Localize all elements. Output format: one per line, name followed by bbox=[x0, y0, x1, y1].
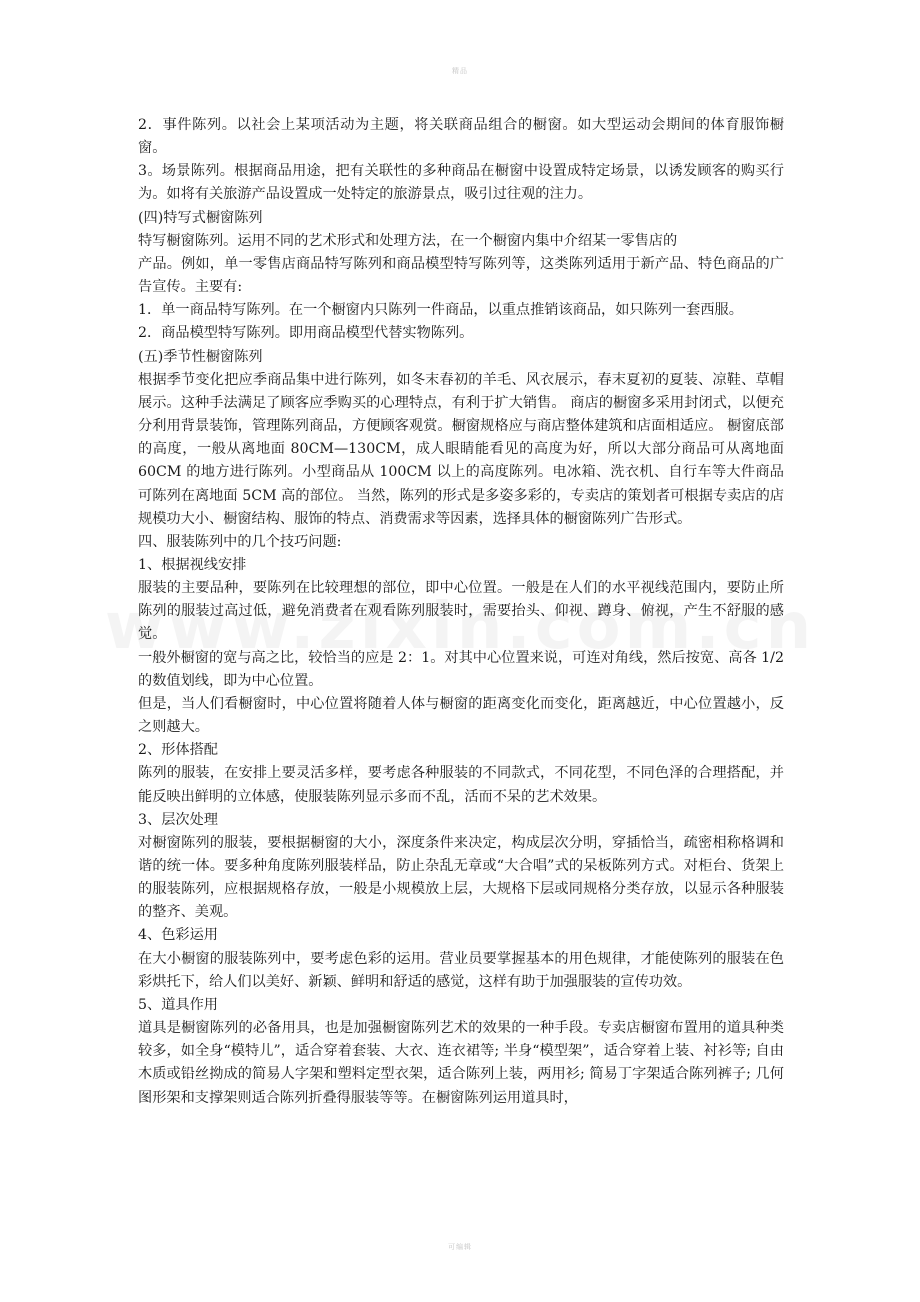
paragraph-props: 道具是橱窗陈列的必备用具，也是加强橱窗陈列艺术的效果的一种手段。专卖店橱窗布置用的道具种类较多，如全身“模特儿”，适合穿着套装、大衣、连衣裙等; 半身“模型架”，适合穿着上装、衬衫等; 自由木质或铅丝拗成的简易人字架和塑料定型衣架，适合陈列上装，两用衫; 简易丁字架适合陈列裤子; 几何图形架和支撑架则适合陈列折叠得服装等等。在橱窗陈列运用道具时， bbox=[138, 1020, 784, 1106]
paragraph-event-display: 2．事件陈列。以社会上某项活动为主题，将关联商品组合的橱窗。如大型运动会期间的体育服饰橱窗。 bbox=[138, 117, 784, 157]
page-header-mark: 精品 bbox=[452, 67, 468, 75]
heading-layering: 3、层次处理 bbox=[138, 811, 218, 828]
paragraph-shape-matching: 陈列的服装，在安排上要灵活多样，要考虑各种服装的不同款式，不同花型，不同色泽的合理搭配，并能反映出鲜明的立体感，使服装陈列显示多而不乱，活而不呆的艺术效果。 bbox=[138, 765, 784, 805]
heading-section-four: 四、服装陈列中的几个技巧问题: bbox=[138, 533, 342, 550]
paragraph-sightline-body: 服装的主要品种，要陈列在比较理想的部位，即中心位置。一般是在人们的水平视线范围内，要防止所陈列的服装过高过低，避免消费者在观看陈列服装时，需要抬头、仰视、蹲身、俯视，产生不舒服的感觉。 bbox=[138, 580, 784, 643]
paragraph-single-item: 1．单一商品特写陈列。在一个橱窗内只陈列一件商品，以重点推销该商品，如只陈列一套西服。 bbox=[138, 302, 743, 319]
document-body bbox=[138, 114, 784, 1110]
heading-color: 4、色彩运用 bbox=[138, 927, 218, 944]
heading-shape-matching: 2、形体搭配 bbox=[138, 742, 218, 759]
paragraph-scene-display: 3。场景陈列。根据商品用途，把有关联性的多种商品在橱窗中设置成特定场景，以诱发顾客的购买行为。如将有关旅游产品设置成一处特定的旅游景点，吸引过往观的注力。 bbox=[138, 163, 784, 203]
page-footer-mark: 可编辑 bbox=[448, 1243, 472, 1251]
heading-seasonal-window: (五)季节性橱窗陈列 bbox=[138, 348, 263, 365]
heading-props: 5、道具作用 bbox=[138, 996, 218, 1013]
paragraph-ratio: 一般外橱窗的宽与高之比，较恰当的应是 2：1。对其中心位置来说，可连对角线，然后按宽、高各 1/2 的数值划线，即为中心位置。 bbox=[138, 649, 784, 689]
paragraph-seasonal-body: 根据季节变化把应季商品集中进行陈列，如冬末春初的羊毛、风衣展示，春末夏初的夏装、凉鞋、草帽展示。这种手法满足了顾客应季购买的心理特点，有利于扩大销售。 商店的橱窗多采用封闭式，以便充分利用背景装饰，管理陈列商品，方便顾客观赏。橱窗规格应与商店整体建筑和店面相适应。 橱窗底部的高度，一般从离地面 80CM—130CM，成人眼睛能看见的高度为好，所以大部分商品可从离地面 60CM 的地方进行陈列。小型商品从 100CM 以上的高度陈列。电冰箱、洗衣机、自行车等大件商品可陈列在离地面 5CM 高的部位。 当然，陈列的形式是多姿多彩的，专卖店的策划者可根据专卖店的店规模功大小、橱窗结构、服饰的特点、消费需求等因素，选择具体的橱窗陈列广告形式。 bbox=[138, 371, 784, 527]
paragraph-center-shift: 但是，当人们看橱窗时，中心位置将随着人体与橱窗的距离变化而变化，距离越近，中心位置越小，反之则越大。 bbox=[138, 695, 784, 736]
heading-closeup-window: (四)特写式橱窗陈列 bbox=[138, 209, 263, 226]
paragraph-layering: 对橱窗陈列的服装，要根据橱窗的大小，深度条件来决定，构成层次分明，穿插恰当，疏密相称格调和谐的统一体。要多种角度陈列服装样品，防止杂乱无章或“大合唱”式的呆板陈列方式。对柜台、货架上的服装陈列，应根据规格存放，一般是小规模放上层，大规格下层或同规格分类存放，以显示各种服装的整齐、美观。 bbox=[138, 834, 784, 921]
paragraph-color: 在大小橱窗的服装陈列中，要考虑色彩的运用。营业员要掌握基本的用色规律，才能使陈列的服装在色彩烘托下，给人们以美好、新颖、鲜明和舒适的感觉，这样有助于加强服装的宣传功效。 bbox=[138, 950, 784, 990]
paragraph-closeup-products: 产品。例如，单一零售店商品特写陈列和商品模型特写陈列等，这类陈列适用于新产品、特色商品的广告宣传。主要有: bbox=[138, 255, 784, 296]
paragraph-model-item: 2．商品模型特写陈列。即用商品模型代替实物陈列。 bbox=[138, 325, 474, 342]
paragraph-closeup-intro: 特写橱窗陈列。运用不同的艺术形式和处理方法，在一个橱窗内集中介绍某一零售店的 bbox=[138, 232, 678, 249]
heading-sightline: 1、根据视线安排 bbox=[138, 556, 247, 573]
